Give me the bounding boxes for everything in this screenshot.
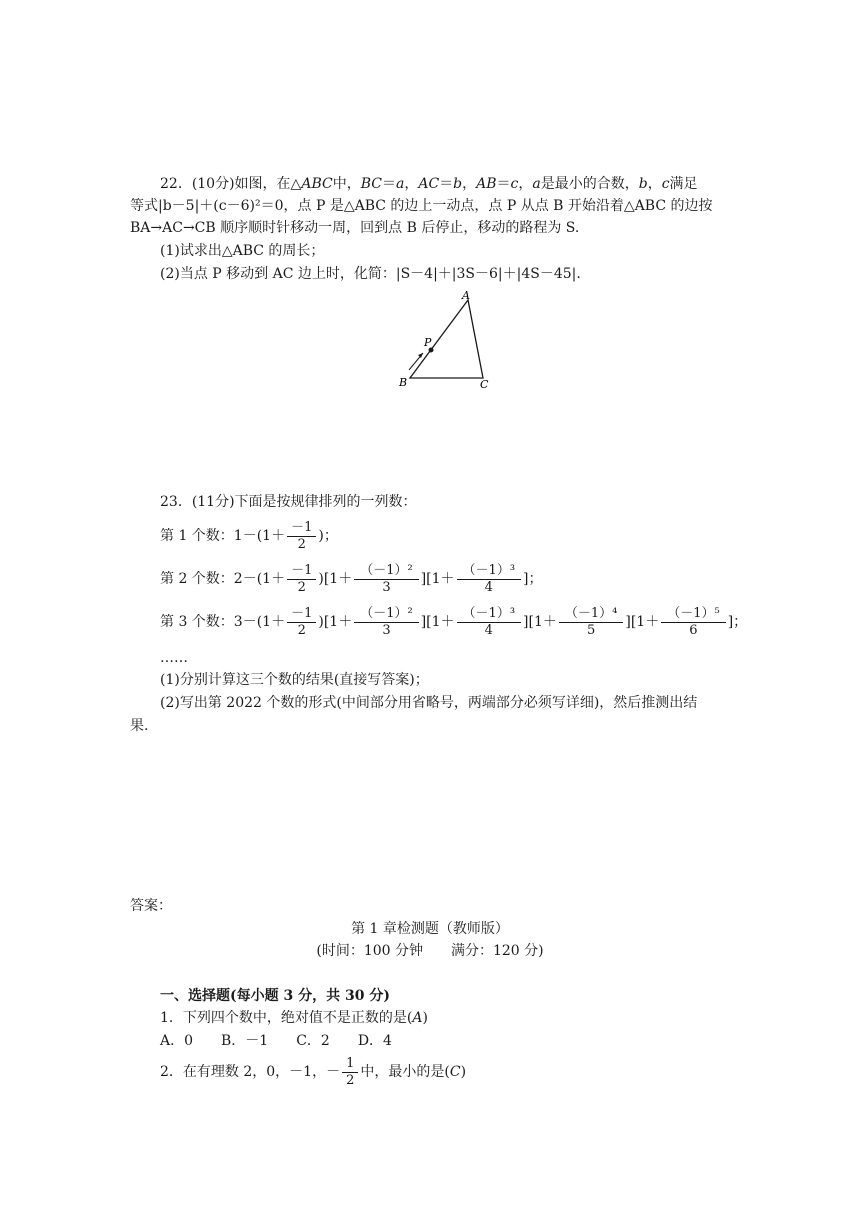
answer-q1-options: A．0 B．－1 C．2 D．4: [160, 1033, 392, 1049]
q22-line3: BA→AC→CB 顺序顺时针移动一周，回到点 B 后停止，移动的路程为 S.: [130, 220, 580, 236]
triangle-figure: [390, 288, 500, 393]
q22-part1: (1)试求出△ABC 的周长；: [160, 243, 325, 259]
answers-title: 第 1 章检测题（教师版）: [351, 921, 509, 937]
q23-part2-cont: 果.: [130, 718, 149, 734]
q23-ellipsis: ……: [160, 650, 188, 666]
q23-number-1: 第 1 个数：1－(1＋ $\frac{-1}{2}$ )；: [160, 519, 338, 552]
q23-part1: (1)分别计算这三个数的结果(直接写答案)；: [160, 672, 429, 688]
answers-subtitle: (时间：100 分钟 满分：120 分): [316, 943, 544, 959]
q23-intro: 23．(11分)下面是按规律排列的一列数：: [160, 494, 417, 510]
q23-part2: (2)写出第 2022 个数的形式(中间部分用省略号，两端部分必须写详细)，然后推测出结: [160, 695, 698, 711]
q22-line2: 等式|b－5|＋(c－6)²＝0，点 P 是△ABC 的边上一动点，点 P 从点 B 开始沿着△ABC 的边按: [130, 198, 713, 214]
answers-label: 答案：: [130, 898, 172, 914]
label-a: A: [462, 289, 470, 302]
label-p: P: [424, 336, 432, 349]
q22-part2: (2)当点 P 移动到 AC 边上时，化简：|S－4|＋|3S－6|＋|4S－45|.: [160, 266, 581, 282]
arrow-head: [418, 353, 423, 358]
answer-q1: 1．下列四个数中，绝对值不是正数的是(A): [160, 1010, 428, 1026]
triangle-abc: [410, 300, 483, 378]
label-b: B: [399, 376, 408, 389]
section-heading: 一、选择题(每小题 3 分，共 30 分): [160, 988, 390, 1004]
q23-number-3: 第 3 个数：3－(1＋ $\frac{-1}{2}$ )[1＋ $\frac{\text{（－1）²}}{3}$ ][1＋ $\frac{\text{（－1）³}}{4}$ ][1＋ $\frac{\text{（－1）⁴}}{5}$ ][1＋ $\frac{\text{（－1）⁵}}{6}$ ]；: [160, 605, 748, 638]
q22-line1: 22．(10分)如图，在△ABC中，BC＝a，AC＝b，AB＝c，a是最小的合数，b，c满足: [160, 176, 698, 192]
q23-number-2: 第 2 个数：2－(1＋ $\frac{-1}{2}$ )[1＋ $\frac{\text{（－1）²}}{3}$ ][1＋ $\frac{\text{（－1）³}}{4}$ ]；: [160, 562, 543, 595]
label-c: C: [480, 378, 489, 391]
answer-q2: 2．在有理数 2，0，－1，－ $\frac{1}{2}$ 中，最小的是(C): [160, 1055, 467, 1088]
fraction: $\frac{-1}{2}$: [287, 520, 316, 553]
